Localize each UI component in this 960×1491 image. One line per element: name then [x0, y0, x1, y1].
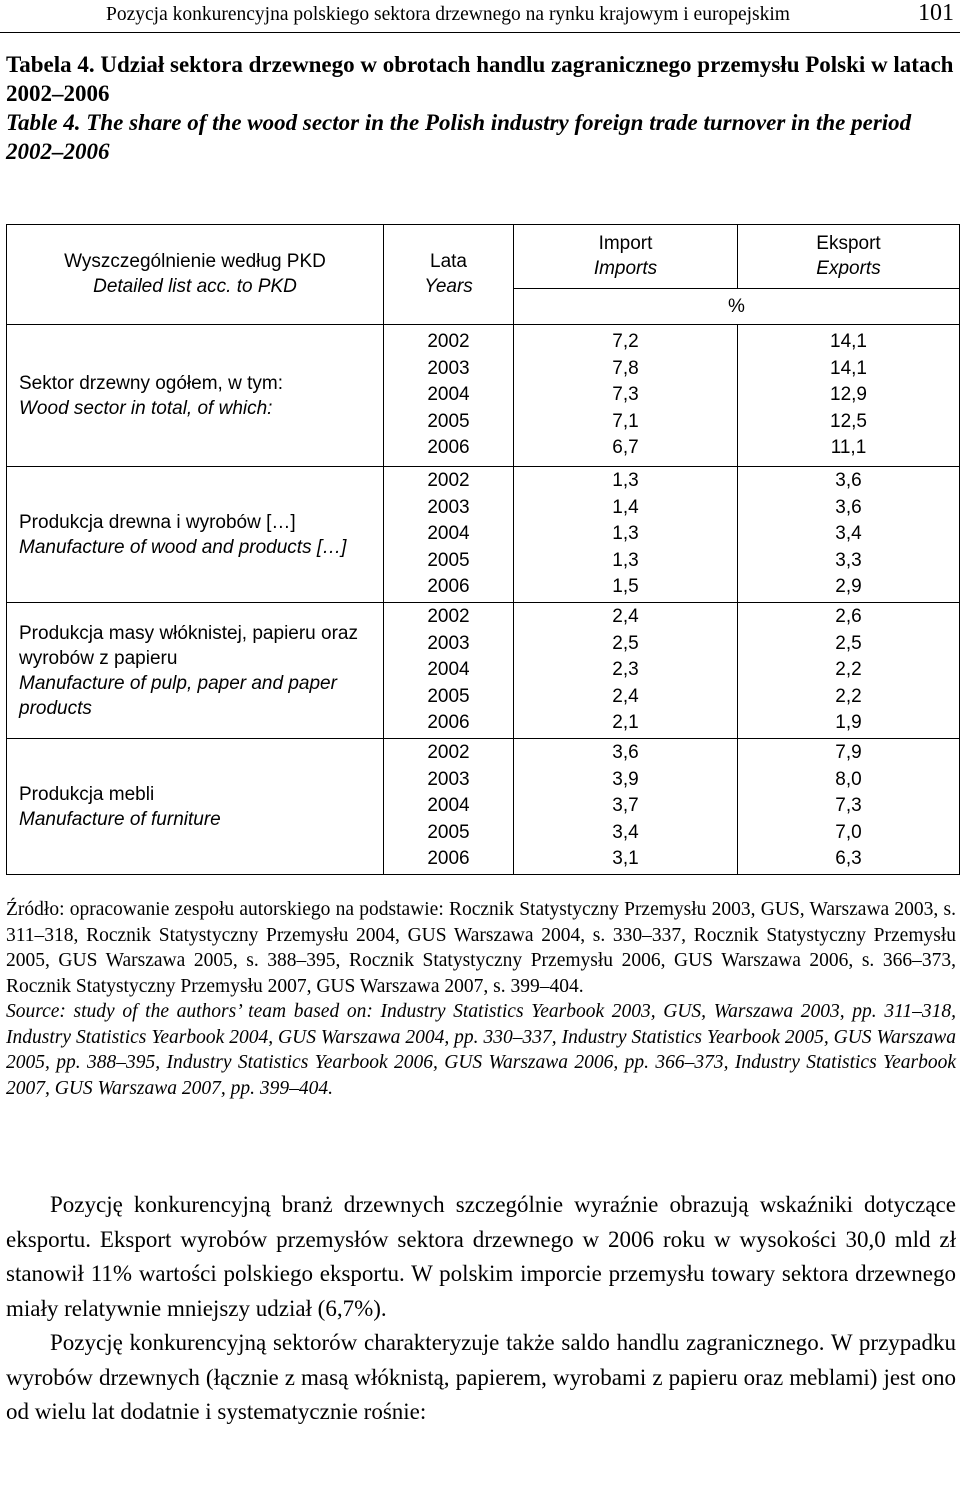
export-value: 14,1	[830, 331, 867, 353]
export-value: 2,6	[835, 606, 862, 628]
header-export-pl: Eksport	[816, 233, 881, 254]
page-number: 101	[918, 0, 954, 26]
header-export-en: Exports	[816, 258, 881, 279]
category-name-en: Wood sector in total, of which:	[19, 397, 273, 419]
export-value: 2,9	[835, 576, 862, 598]
export-value: 11,1	[830, 437, 867, 459]
year-value: 2003	[427, 768, 470, 790]
year-value: 2005	[427, 685, 470, 707]
import-value: 1,4	[612, 496, 639, 518]
trade-share-table	[6, 224, 960, 875]
category-cell	[7, 603, 384, 739]
header-years-en: Years	[424, 276, 473, 297]
import-value: 3,4	[612, 821, 639, 843]
category-name-pl: Produkcja mebli	[19, 783, 155, 805]
import-cell	[514, 467, 738, 603]
body-text	[6, 1188, 956, 1430]
running-header	[0, 0, 960, 33]
year-value: 2002	[427, 470, 470, 492]
year-value: 2002	[427, 606, 470, 628]
year-value: 2006	[427, 848, 470, 870]
import-value: 1,5	[612, 576, 639, 598]
import-value: 3,9	[612, 768, 639, 790]
import-value: 7,1	[612, 410, 639, 432]
year-value: 2002	[427, 331, 470, 353]
import-value: 2,5	[612, 632, 639, 654]
export-value: 14,1	[830, 357, 867, 379]
year-value: 2002	[427, 742, 470, 764]
running-title: Pozycja konkurencyjna polskiego sektora drzewnego na rynku krajowym i europejskim	[106, 4, 790, 25]
export-value: 3,4	[835, 523, 862, 545]
header-import	[514, 225, 738, 289]
paragraph: Pozycję konkurencyjną sektorów charakteryzuje także saldo handlu zagranicznego. W przypadku wyrobów drzewnych (łącznie z masą włóknistą, papierem, wyrobami z papieru oraz meblami) jest ono od wielu lat dodatnie i systematycznie rośnie:	[6, 1330, 956, 1424]
export-value: 1,9	[835, 712, 862, 734]
export-cell	[738, 603, 960, 739]
category-name-en: Manufacture of pulp, paper and paper products	[19, 672, 337, 719]
header-category-en: Detailed list acc. to PKD	[93, 276, 297, 297]
header-import-en: Imports	[593, 258, 658, 279]
category-name-pl: Sektor drzewny ogółem, w tym:	[19, 372, 283, 394]
source-note	[6, 897, 956, 1101]
header-import-pl: Import	[598, 233, 653, 254]
years-cell	[384, 603, 514, 739]
import-value: 2,3	[612, 659, 639, 681]
import-value: 2,4	[612, 685, 639, 707]
import-cell	[514, 603, 738, 739]
paragraph: Pozycję konkurencyjną branż drzewnych szczególnie wyraźnie obrazują wskaźniki dotyczące eksportu. Eksport wyrobów przemysłów sektora drzewnego w 2006 roku w wysokości 30,0 mld zł stanowił 11% wartości polskiego eksportu. W polskim imporcie przemysłu towary sektora drzewnego miały relatywnie mniejszy udział (6,7%).	[6, 1192, 956, 1321]
year-value: 2004	[427, 795, 470, 817]
category-name-pl: Produkcja masy włóknistej, papieru oraz wyrobów z papieru	[19, 622, 358, 669]
table-caption-pl: Tabela 4. Udział sektora drzewnego w obrotach handlu zagranicznego przemysłu Polski w latach 2002–2006	[6, 52, 954, 106]
export-value: 8,0	[835, 768, 862, 790]
category-cell	[7, 325, 384, 467]
import-value: 1,3	[612, 549, 639, 571]
export-value: 7,9	[835, 742, 862, 764]
category-name-en: Manufacture of furniture	[19, 808, 221, 830]
export-value: 7,3	[835, 795, 862, 817]
year-value: 2006	[427, 576, 470, 598]
header-category	[7, 225, 384, 325]
years-cell	[384, 739, 514, 875]
import-value: 2,4	[612, 606, 639, 628]
table-caption-en: Table 4. The share of the wood sector in the Polish industry foreign trade turnover in the period 2002–2006	[6, 110, 912, 164]
years-cell	[384, 467, 514, 603]
year-value: 2005	[427, 549, 470, 571]
years-cell	[384, 325, 514, 467]
export-value: 3,6	[835, 470, 862, 492]
import-value: 7,2	[612, 331, 639, 353]
export-value: 7,0	[835, 821, 862, 843]
year-value: 2003	[427, 357, 470, 379]
table-row	[7, 325, 960, 467]
header-export	[738, 225, 960, 289]
table-header-row	[7, 225, 960, 289]
import-value: 2,1	[612, 712, 639, 734]
header-category-pl: Wyszczególnienie według PKD	[64, 251, 326, 272]
export-cell	[738, 467, 960, 603]
table-row	[7, 467, 960, 603]
category-name-en: Manufacture of wood and products […]	[19, 536, 347, 558]
header-years	[384, 225, 514, 325]
export-value: 2,5	[835, 632, 862, 654]
export-value: 12,5	[830, 410, 867, 432]
import-value: 3,7	[612, 795, 639, 817]
export-value: 12,9	[830, 384, 867, 406]
header-years-pl: Lata	[430, 251, 467, 272]
export-value: 6,3	[835, 848, 862, 870]
source-note-en: Source: study of the authors’ team based on: Industry Statistics Yearbook 2003, GUS, Warszawa 2003, pp. 311–318, Industry Statistics Yearbook 2004, GUS Warszawa 2004, pp. 330–337, Industry Statistics Yearbook 2005, GUS Warszawa 2005, pp. 388–395, Industry Statistics Yearbook 2006, GUS Warszawa 2006, pp. 366–373, Industry Statistics Yearbook 2007, GUS Warszawa 2007, pp. 399–404.	[6, 1001, 956, 1099]
year-value: 2003	[427, 496, 470, 518]
header-unit: %	[514, 289, 960, 325]
year-value: 2004	[427, 384, 470, 406]
import-value: 1,3	[612, 523, 639, 545]
export-value: 2,2	[835, 659, 862, 681]
year-value: 2004	[427, 523, 470, 545]
source-note-pl: Źródło: opracowanie zespołu autorskiego na podstawie: Rocznik Statystyczny Przemysłu 2003, GUS, Warszawa 2003, s. 311–318, Rocznik Statystyczny Przemysłu 2004, GUS Warszawa 2004, s. 330–337, Rocznik Statystyczny Przemysłu 2005, GUS Warszawa 2005, s. 388–395, Rocznik Statystyczny Przemysłu 2006, GUS Warszawa 2006, s. 366–373, Rocznik Statystyczny Przemysłu 2007, GUS Warszawa 2007, s. 399–404.	[6, 899, 956, 997]
category-name-pl: Produkcja drewna i wyrobów […]	[19, 511, 296, 533]
table-caption	[6, 50, 956, 166]
category-cell	[7, 739, 384, 875]
year-value: 2006	[427, 712, 470, 734]
import-cell	[514, 325, 738, 467]
import-value: 1,3	[612, 470, 639, 492]
table-row	[7, 739, 960, 875]
import-value: 7,3	[612, 384, 639, 406]
import-value: 3,1	[612, 848, 639, 870]
export-value: 2,2	[835, 685, 862, 707]
year-value: 2005	[427, 410, 470, 432]
year-value: 2005	[427, 821, 470, 843]
export-value: 3,6	[835, 496, 862, 518]
category-cell	[7, 467, 384, 603]
year-value: 2004	[427, 659, 470, 681]
year-value: 2003	[427, 632, 470, 654]
export-cell	[738, 739, 960, 875]
export-cell	[738, 325, 960, 467]
table-row	[7, 603, 960, 739]
import-value: 3,6	[612, 742, 639, 764]
import-value: 6,7	[612, 437, 639, 459]
year-value: 2006	[427, 437, 470, 459]
import-value: 7,8	[612, 357, 639, 379]
import-cell	[514, 739, 738, 875]
export-value: 3,3	[835, 549, 862, 571]
